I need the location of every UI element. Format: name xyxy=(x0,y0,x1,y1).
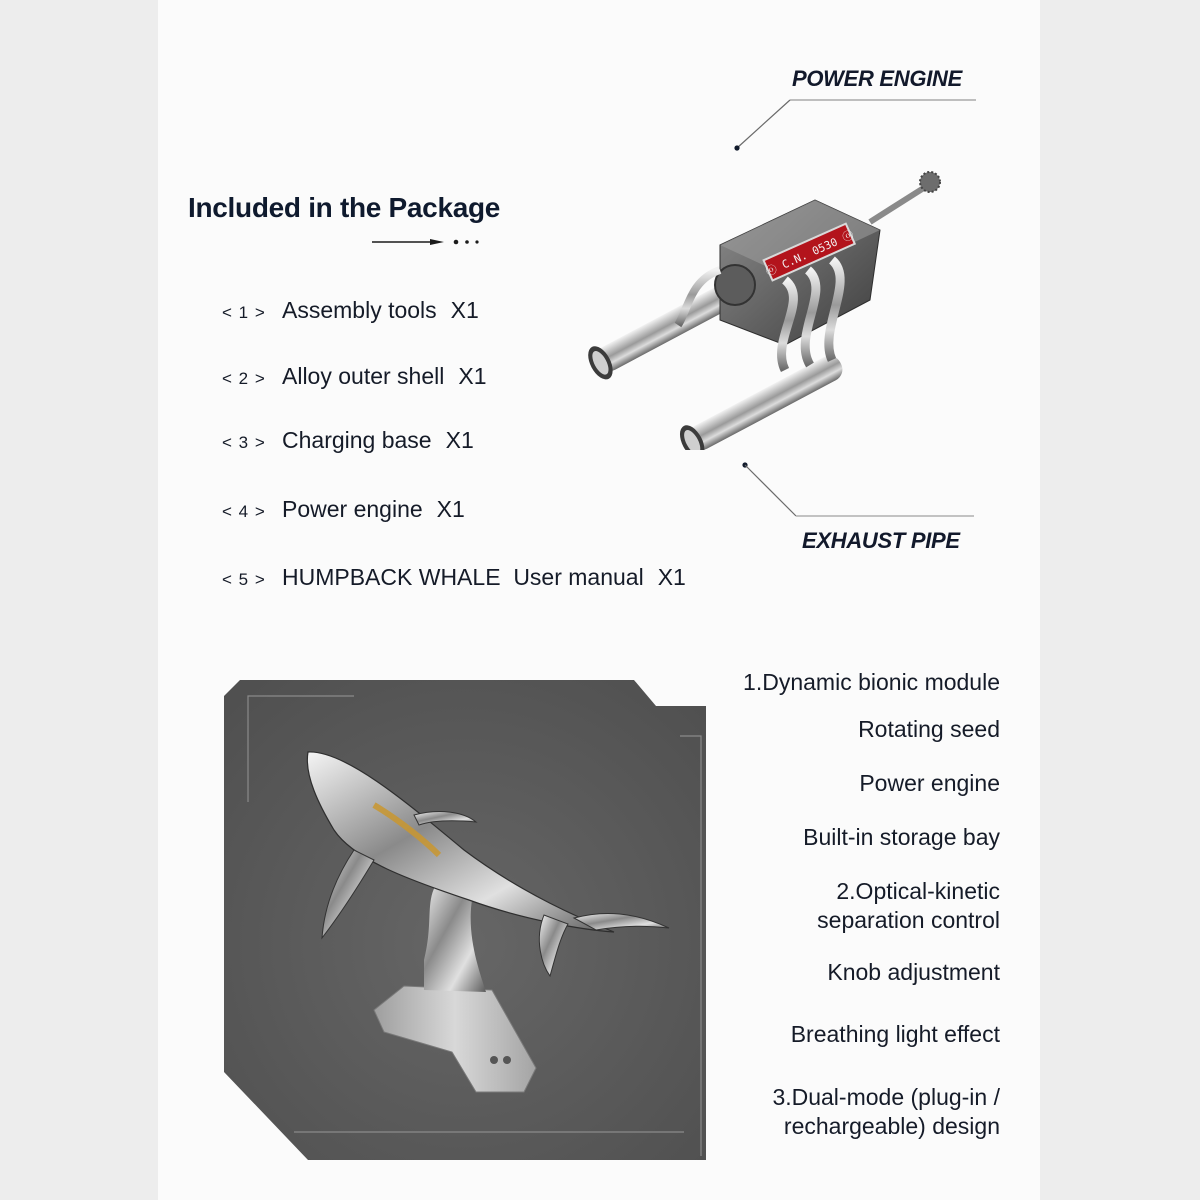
package-item xyxy=(222,363,487,390)
item-index: < 2 > xyxy=(222,369,266,388)
item-label: Power engine xyxy=(282,496,423,522)
package-title: Included in the Package xyxy=(188,192,501,223)
feature-line: 3.Dual-mode (plug-in / xyxy=(772,1084,1000,1110)
feature-heading-3 xyxy=(772,1083,1000,1141)
whale-product-panel xyxy=(224,680,706,1160)
item-index: < 3 > xyxy=(222,433,266,452)
callout-exhaust-pipe: EXHAUST PIPE xyxy=(802,528,960,553)
feature-item: Knob adjustment xyxy=(827,959,1000,985)
feature-line: 2.Optical-kinetic xyxy=(836,878,1000,904)
item-index: < 1 > xyxy=(222,303,266,322)
package-item xyxy=(222,496,465,523)
item-index: < 5 > xyxy=(222,570,266,589)
package-item xyxy=(222,564,686,591)
item-qty: X1 xyxy=(436,496,465,522)
callout-leader-top xyxy=(730,96,980,156)
item-label: Charging base xyxy=(282,427,432,453)
feature-item: Breathing light effect xyxy=(790,1021,1000,1047)
feature-heading-1: 1.Dynamic bionic module xyxy=(743,669,1000,695)
feature-heading-2 xyxy=(817,877,1000,935)
feature-item: Power engine xyxy=(859,770,1000,796)
feature-item: Rotating seed xyxy=(858,716,1000,742)
engine-illustration xyxy=(570,150,980,450)
item-qty: X1 xyxy=(657,564,686,590)
svg-text:ⓞ C.N. 0530 ⓞ: ⓞ C.N. 0530 ⓞ xyxy=(763,228,856,279)
item-qty: X1 xyxy=(445,427,474,453)
callout-power-engine: POWER ENGINE xyxy=(792,66,962,91)
feature-item: Built-in storage bay xyxy=(803,824,1000,850)
item-label: Alloy outer shell xyxy=(282,363,445,389)
package-item xyxy=(222,427,474,454)
arrow-dots-icon xyxy=(372,236,482,248)
item-label: Assembly tools xyxy=(282,297,437,323)
package-item xyxy=(222,297,479,324)
callout-leader-bottom xyxy=(738,458,988,524)
item-qty: X1 xyxy=(450,297,479,323)
item-index: < 4 > xyxy=(222,502,266,521)
feature-line: rechargeable) design xyxy=(783,1113,1000,1139)
item-label: HUMPBACK WHALE User manual xyxy=(282,564,644,590)
item-qty: X1 xyxy=(458,363,487,389)
feature-line: separation control xyxy=(817,907,1000,933)
